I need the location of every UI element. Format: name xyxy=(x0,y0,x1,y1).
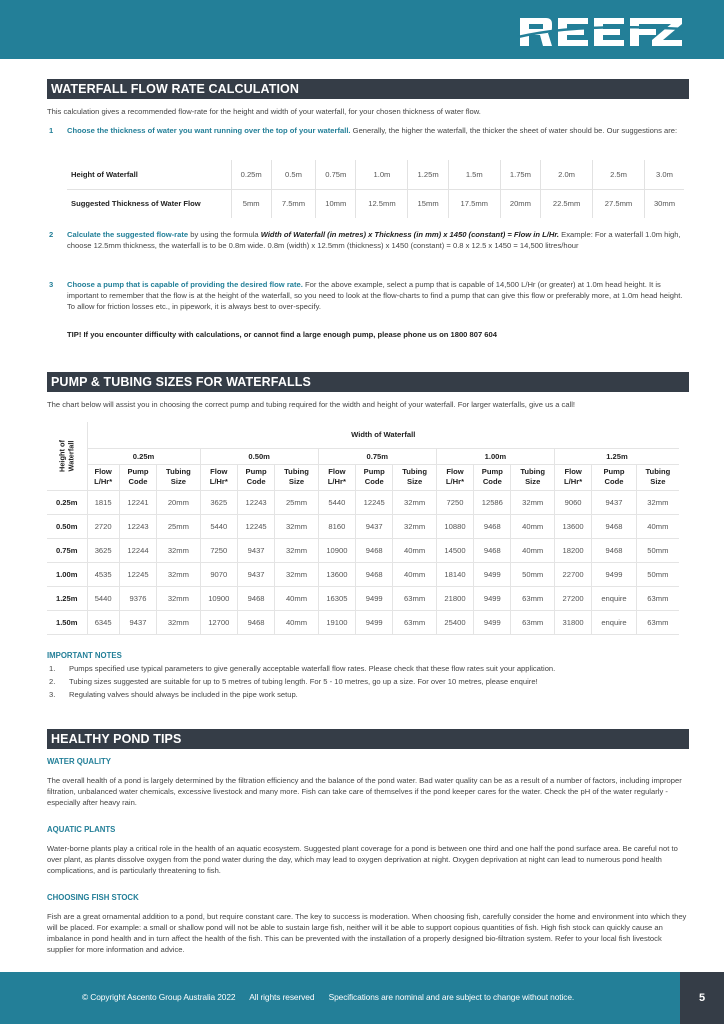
table-cell: 25400 xyxy=(436,610,473,634)
table-cell: 15mm xyxy=(408,189,448,218)
step-number: 1 xyxy=(49,126,54,135)
table-cell: 9468 xyxy=(237,610,274,634)
table-row xyxy=(67,189,684,218)
table-cell: 12243 xyxy=(237,490,274,514)
width-group-header: 1.25m xyxy=(554,448,679,464)
table-row xyxy=(67,160,684,189)
sub-header-row xyxy=(47,464,679,490)
row-label: Height of Waterfall xyxy=(67,160,231,189)
table-cell: 7250 xyxy=(200,538,237,562)
table-cell: 9468 xyxy=(474,514,511,538)
table-cell: 18140 xyxy=(436,562,473,586)
step-1 xyxy=(47,125,689,136)
table-cell: 32mm xyxy=(393,490,436,514)
height-header: Height of Waterfall xyxy=(47,422,87,490)
table-cell: 20mm xyxy=(157,490,200,514)
table-cell: 40mm xyxy=(393,538,436,562)
table-cell: 0.75m xyxy=(316,160,356,189)
table-cell: 1.25m xyxy=(408,160,448,189)
table-cell: 40mm xyxy=(511,538,554,562)
disclaimer-text: Specifications are nominal and are subject to change without notice. xyxy=(328,992,575,1002)
table-cell: 7.5mm xyxy=(271,189,315,218)
table-cell: 40mm xyxy=(511,514,554,538)
table-cell: 9499 xyxy=(474,610,511,634)
column-header: Tubing Size xyxy=(275,464,318,490)
table-cell: 10900 xyxy=(200,586,237,610)
table-cell: 9468 xyxy=(356,538,393,562)
table-cell: 27200 xyxy=(554,586,591,610)
column-header: Tubing Size xyxy=(157,464,200,490)
table-cell: 32mm xyxy=(157,610,200,634)
water-quality-heading: WATER QUALITY xyxy=(47,757,111,766)
step-text: For the above example, select a pump that is capable of 14,500 L/Hr (or greater) at 1.0m head height. It is important to remember that the flow is at the height of the waterfall, so you need to look at the flow-charts to find a pump that can give this flow or preferably more, at 1.0m head height. To allow for friction losses etc., in pipework, it is always best to over-specify. xyxy=(67,280,683,311)
table-cell: 14500 xyxy=(436,538,473,562)
column-header: Tubing Size xyxy=(393,464,436,490)
reefe-logo xyxy=(516,15,686,49)
table-cell: 5440 xyxy=(87,586,119,610)
table-row xyxy=(47,538,679,562)
table-cell: 63mm xyxy=(511,610,554,634)
table-cell: 63mm xyxy=(636,610,679,634)
important-notes-title: IMPORTANT NOTES xyxy=(47,651,122,660)
table-cell: 10900 xyxy=(318,538,355,562)
row-height-label: 1.25m xyxy=(47,586,87,610)
copyright-text: © Copyright Ascento Group Australia 2022 xyxy=(82,992,236,1002)
step-lead: Choose a pump that is capable of providing the desired flow rate. xyxy=(67,280,303,289)
column-header: Pump Code xyxy=(237,464,274,490)
table-cell: 3625 xyxy=(87,538,119,562)
table-row xyxy=(47,610,679,634)
table-cell: 9468 xyxy=(592,514,636,538)
section-header-pump-tubing: PUMP & TUBING SIZES FOR WATERFALLS xyxy=(47,372,689,392)
table-cell: 9437 xyxy=(237,562,274,586)
page-number: 5 xyxy=(680,972,724,1024)
table-cell: 9468 xyxy=(356,562,393,586)
table-cell: 22.5mm xyxy=(541,189,593,218)
table-cell: 3625 xyxy=(200,490,237,514)
table-cell: 9060 xyxy=(554,490,591,514)
thickness-table xyxy=(67,160,684,218)
row-height-label: 0.75m xyxy=(47,538,87,562)
table-cell: 21800 xyxy=(436,586,473,610)
table-cell: 12243 xyxy=(119,514,156,538)
table-cell: 9437 xyxy=(356,514,393,538)
row-height-label: 1.50m xyxy=(47,610,87,634)
table-cell: 50mm xyxy=(511,562,554,586)
table-cell: 32mm xyxy=(636,490,679,514)
table-row xyxy=(47,490,679,514)
table-cell: 40mm xyxy=(275,586,318,610)
table-cell: 12586 xyxy=(474,490,511,514)
tip-text: TIP! If you encounter difficulty with calculations, or cannot find a large enough pump, please phone us on 1800 807 604 xyxy=(67,330,497,339)
table-cell: 40mm xyxy=(275,610,318,634)
step-number: 2 xyxy=(49,230,54,239)
table-cell: 12245 xyxy=(356,490,393,514)
step-text: Generally, the higher the waterfall, the thicker the sheet of water should be. Our suggestions are: xyxy=(350,126,678,135)
column-header: Tubing Size xyxy=(636,464,679,490)
note-item: 2. Tubing sizes suggested are suitable for up to 5 metres of tubing length. For 5 - 10 metres, go up a size. For over 10 metres, please enquire! xyxy=(49,677,538,686)
step-lead: Calculate the suggested flow-rate xyxy=(67,230,189,239)
flow-rate-intro: This calculation gives a recommended flow-rate for the height and width of your waterfall, for your chosen thickness of water flow. xyxy=(47,107,481,116)
width-group-header: 1.00m xyxy=(436,448,554,464)
row-height-label: 1.00m xyxy=(47,562,87,586)
table-cell: 1.0m xyxy=(356,160,408,189)
row-height-label: 0.25m xyxy=(47,490,87,514)
table-cell: 1815 xyxy=(87,490,119,514)
step-3 xyxy=(47,279,689,312)
table-cell: 4535 xyxy=(87,562,119,586)
table-cell: 40mm xyxy=(636,514,679,538)
column-header: Pump Code xyxy=(474,464,511,490)
table-cell: 5mm xyxy=(231,189,271,218)
step-2 xyxy=(47,229,689,251)
width-group-header: 0.50m xyxy=(200,448,318,464)
table-cell: 30mm xyxy=(644,189,684,218)
table-cell: 13600 xyxy=(318,562,355,586)
table-cell: 12700 xyxy=(200,610,237,634)
table-cell: 32mm xyxy=(393,514,436,538)
table-cell: 9499 xyxy=(356,610,393,634)
table-cell: 27.5mm xyxy=(593,189,645,218)
table-cell: 32mm xyxy=(157,562,200,586)
table-cell: 9499 xyxy=(474,562,511,586)
step-lead: Choose the thickness of water you want running over the top of your waterfall. xyxy=(67,126,351,135)
table-cell: 63mm xyxy=(511,586,554,610)
table-cell: 10880 xyxy=(436,514,473,538)
aquatic-plants-heading: AQUATIC PLANTS xyxy=(47,825,116,834)
step-number: 3 xyxy=(49,280,54,289)
table-cell: 32mm xyxy=(275,514,318,538)
table-cell: 32mm xyxy=(157,538,200,562)
table-cell: 9437 xyxy=(237,538,274,562)
table-cell: 12241 xyxy=(119,490,156,514)
table-cell: 50mm xyxy=(636,562,679,586)
table-cell: 12245 xyxy=(119,562,156,586)
table-cell: 10mm xyxy=(316,189,356,218)
table-cell: 18200 xyxy=(554,538,591,562)
table-cell: 6345 xyxy=(87,610,119,634)
table-cell: 1.5m xyxy=(448,160,500,189)
table-cell: 19100 xyxy=(318,610,355,634)
pump-table-body xyxy=(47,490,679,634)
table-cell: enquire xyxy=(592,586,636,610)
width-group-header: 0.25m xyxy=(87,448,200,464)
pump-tubing-intro: The chart below will assist you in choosing the correct pump and tubing required for the width and height of your waterfall. For larger waterfalls, give us a call! xyxy=(47,400,576,409)
step-example: Example: For a waterfall 1.0m high, choose 12.5mm thickness, the waterfall is to be 0.8m wide. 0.8m (width) x 12.5mm (thickness) x 1450 (constant) = 0.8 x 12.5 x 1450 = 14,500 litres/hour xyxy=(67,230,681,250)
table-cell: 40mm xyxy=(393,562,436,586)
table-row xyxy=(47,514,679,538)
table-cell: 1.75m xyxy=(500,160,540,189)
table-cell: 5440 xyxy=(318,490,355,514)
table-cell: 9468 xyxy=(592,538,636,562)
water-quality-text: The overall health of a pond is largely determined by the filtration efficiency and the balance of the pond water. Bad water quality can be as a result of a number of factors, including improper filtration, unbalanced water chemicals, excessive livestock and many more. Fish can take care of themselves if the pond keeper cares for the water. Check the pH of the water regularly - especially after heavy rain. xyxy=(47,776,682,807)
note-item: 3. Regulating valves should always be included in the pipe work setup. xyxy=(49,690,298,699)
column-header: Flow L/Hr* xyxy=(87,464,119,490)
aquatic-plants-text: Water-borne plants play a critical role in the health of an aquatic ecosystem. Suggested plant coverage for a pond is between one third and one half the pond surface area. Be careful not to over plant, as plants dissolve oxygen from the pond water during the day, which may lead to oxygen deprivation at night. Oxygen deprivation at night can lead to numerous pond health complications, and is particularly threatening to fish. xyxy=(47,844,678,875)
table-cell: 9437 xyxy=(119,610,156,634)
table-cell: 8160 xyxy=(318,514,355,538)
column-header: Flow L/Hr* xyxy=(200,464,237,490)
row-height-label: 0.50m xyxy=(47,514,87,538)
table-cell: 16305 xyxy=(318,586,355,610)
table-cell: 9499 xyxy=(356,586,393,610)
footer-bar xyxy=(0,972,724,1024)
table-cell: 0.5m xyxy=(271,160,315,189)
table-cell: 63mm xyxy=(393,586,436,610)
table-cell: 50mm xyxy=(636,538,679,562)
table-cell: 9468 xyxy=(237,586,274,610)
fish-stock-text: Fish are a great ornamental addition to a pond, but require constant care. The key to success is moderation. When choosing fish, carefully consider the home and environment into which they will be placed. For example: a small or shallow pond will not be able to sustain large fish, neither will it be able to support copious quantities of fish. High fish stock can quickly cause an imbalance in pond health and in turn affect the health of the fish. This can be prevented with the installation of a properly designed bio-filtration system. Refer to your local fish livestock supplier for more information and advice. xyxy=(47,912,687,954)
table-cell: 22700 xyxy=(554,562,591,586)
table-cell: 63mm xyxy=(393,610,436,634)
table-cell: 9468 xyxy=(474,538,511,562)
table-cell: 9499 xyxy=(474,586,511,610)
table-cell: 32mm xyxy=(157,586,200,610)
table-cell: 32mm xyxy=(275,562,318,586)
table-cell: 7250 xyxy=(436,490,473,514)
table-row xyxy=(47,586,679,610)
pump-tubing-table xyxy=(47,422,679,635)
table-cell: 20mm xyxy=(500,189,540,218)
important-notes-list xyxy=(47,662,689,701)
column-header: Flow L/Hr* xyxy=(436,464,473,490)
column-header: Pump Code xyxy=(356,464,393,490)
step-text: by using the formula xyxy=(188,230,261,239)
table-cell: 0.25m xyxy=(231,160,271,189)
table-cell: enquire xyxy=(592,610,636,634)
table-cell: 63mm xyxy=(636,586,679,610)
rights-text: All rights reserved xyxy=(249,992,315,1002)
column-header: Flow L/Hr* xyxy=(318,464,355,490)
column-header: Flow L/Hr* xyxy=(554,464,591,490)
table-cell: 32mm xyxy=(511,490,554,514)
section-header-pond-tips: HEALTHY POND TIPS xyxy=(47,729,689,749)
table-cell: 32mm xyxy=(275,538,318,562)
table-cell: 9070 xyxy=(200,562,237,586)
table-cell: 12.5mm xyxy=(356,189,408,218)
table-cell: 9437 xyxy=(592,490,636,514)
footer-text xyxy=(82,992,586,1002)
table-row xyxy=(47,562,679,586)
note-item: 1. Pumps specified use typical parameters to give generally acceptable waterfall flow rates. Please check that these flow rates suit your application. xyxy=(49,664,556,673)
section-header-flow-rate: WATERFALL FLOW RATE CALCULATION xyxy=(47,79,689,99)
table-cell: 2720 xyxy=(87,514,119,538)
column-header: Pump Code xyxy=(119,464,156,490)
header-bar xyxy=(0,0,724,59)
table-cell: 25mm xyxy=(157,514,200,538)
table-cell: 13600 xyxy=(554,514,591,538)
row-label: Suggested Thickness of Water Flow xyxy=(71,199,201,209)
fish-stock-heading: CHOOSING FISH STOCK xyxy=(47,893,139,902)
table-cell: 9499 xyxy=(592,562,636,586)
table-cell: 2.0m xyxy=(541,160,593,189)
table-cell: 5440 xyxy=(200,514,237,538)
column-header: Tubing Size xyxy=(511,464,554,490)
width-header: Width of Waterfall xyxy=(87,422,679,448)
column-header: Pump Code xyxy=(592,464,636,490)
table-cell: 25mm xyxy=(275,490,318,514)
table-cell: 9376 xyxy=(119,586,156,610)
table-cell: 17.5mm xyxy=(448,189,500,218)
width-group-header: 0.75m xyxy=(318,448,436,464)
table-cell: 2.5m xyxy=(593,160,645,189)
table-cell: 3.0m xyxy=(644,160,684,189)
table-cell: 12245 xyxy=(237,514,274,538)
table-cell: 31800 xyxy=(554,610,591,634)
table-cell: 12244 xyxy=(119,538,156,562)
flow-formula: Width of Waterfall (in metres) x Thickness (in mm) x 1450 (constant) = Flow in L/Hr. xyxy=(260,230,560,239)
